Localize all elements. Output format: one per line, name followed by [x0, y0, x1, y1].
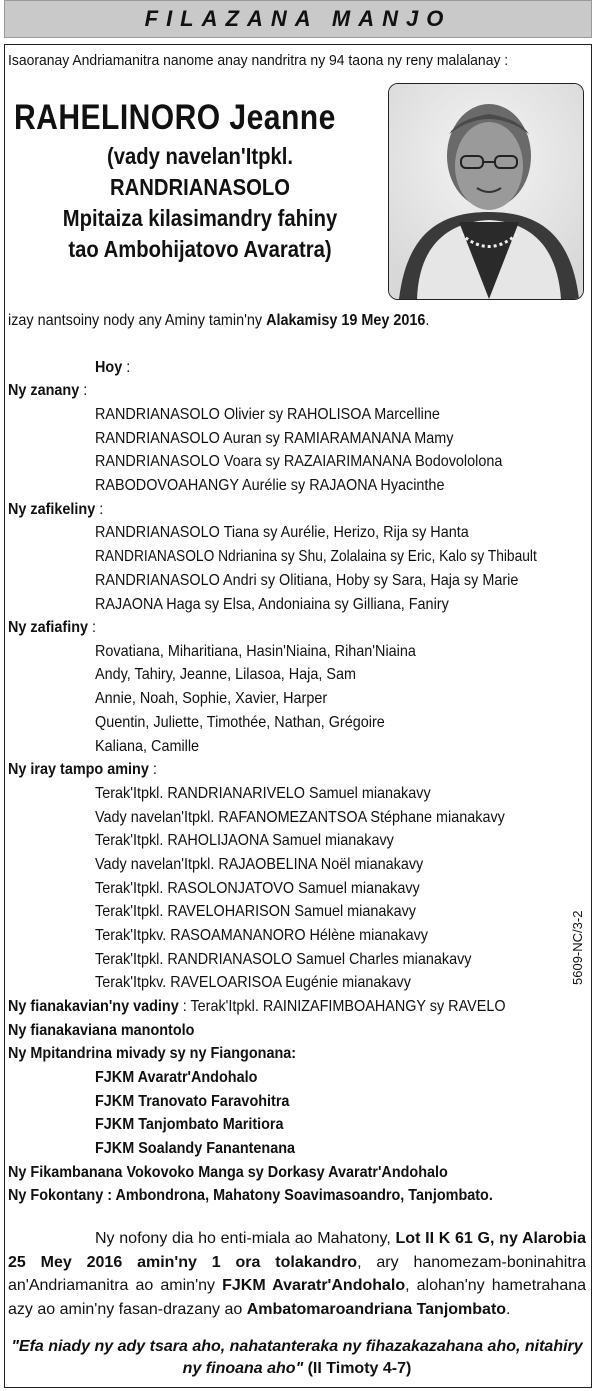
list-item: Andy, Tahiry, Jeanne, Lilasoa, Haja, Sam — [95, 666, 356, 683]
death-prefix: izay nantsoiny nody any Aminy tamin'ny — [8, 312, 267, 329]
intro-text: Isaoranay Andriamanitra nanome anay nandritra ny 94 taona ny reny malalanay : — [8, 52, 509, 69]
section-heading-great-grandchildren — [8, 619, 96, 637]
list-item: Terak'Itpkl. RAVELOHARISON Samuel mianakavy — [95, 903, 416, 920]
funeral-text: Ny nofony dia ho enti-miala ao Mahatony, — [95, 1230, 396, 1247]
section-colon: : — [148, 761, 157, 778]
church-item: FJKM Tanjombato Maritiora — [95, 1116, 284, 1133]
section-colon: : — [79, 382, 88, 399]
funeral-text: , alohan'ny hametrahana azy ao amin'ny fasan-drazany ao — [8, 1277, 587, 1318]
spouse-family-label: Ny fianakavian'ny vadiny — [8, 998, 179, 1015]
hoy-colon: : — [122, 359, 131, 376]
pastors-heading: Ny Mpitandrina mivady sy ny Fiangonana: — [8, 1045, 297, 1062]
deceased-line: RANDRIANASOLO — [110, 174, 290, 200]
list-item: RANDRIANASOLO Auran sy RAMIARAMANANA Mamy — [95, 430, 454, 447]
list-item: Terak'Itpkl. RASOLONJATOVO Samuel mianakavy — [95, 880, 420, 897]
deceased-line: Mpitaiza kilasimandry fahiny — [62, 205, 338, 231]
list-item: Terak'Itpkl. RAHOLIJAONA Samuel mianakavy — [95, 832, 394, 849]
section-label: Ny zanany — [8, 382, 80, 399]
portrait-image — [389, 84, 583, 299]
list-item: RANDRIANASOLO Andri sy Olitiana, Hoby sy Sara, Haja sy Marie — [95, 572, 519, 589]
list-item: Vady navelan'Itpkl. RAFANOMEZANTSOA Stéphane mianakavy — [95, 809, 505, 826]
funeral-text: , ary hanomezam-boninahitra an'Andriamanitra ao amin'ny — [8, 1253, 587, 1294]
section-heading-grandchildren — [8, 501, 103, 519]
death-announcement — [8, 312, 429, 330]
funeral-text: . — [506, 1300, 511, 1318]
list-item: Terak'Itpkl. RANDRIANASOLO Samuel Charles mianakavy — [95, 951, 472, 968]
deceased-name: RAHELINORO Jeanne — [14, 98, 336, 137]
list-item: Terak'Itpkv. RASOAMANANORO Hélène mianakavy — [95, 927, 428, 944]
section-label: Ny zafiafiny — [8, 619, 89, 636]
funeral-church: FJKM Avaratr'Andohalo — [222, 1277, 406, 1294]
list-item: RANDRIANASOLO Olivier sy RAHOLISOA Marcelline — [95, 406, 440, 423]
deceased-line: (vady navelan'Itpkl. — [107, 143, 293, 169]
association-line: Ny Fikambanana Vokovoko Manga sy Dorkasy Avaratr'Andohalo — [8, 1164, 448, 1181]
section-colon: : — [88, 619, 97, 636]
funeral-paragraph — [8, 1227, 586, 1321]
death-date: Alakamisy 19 Mey 2016 — [266, 312, 426, 329]
funeral-location-time: Lot II K 61 G, ny Alarobia 25 Mey 2016 amin'ny 1 ora tolakandro — [8, 1230, 586, 1271]
section-label: Ny iray tampo aminy — [8, 761, 149, 778]
funeral-tomb: Ambatomaroandriana Tanjombato — [246, 1300, 507, 1318]
church-item: FJKM Soalandy Fanantenana — [95, 1140, 296, 1157]
death-suffix: . — [425, 312, 430, 329]
hoy-label — [95, 359, 130, 377]
church-item: FJKM Avaratr'Andohalo — [95, 1069, 258, 1086]
quote-text: "Efa niady ny ady tsara aho, nahatanteraka ny fihazakazahana aho, nitahiry ny finoana aho" — [11, 1338, 583, 1377]
quote-reference: (II Timoty 4-7) — [303, 1360, 412, 1377]
list-item: RANDRIANASOLO Ndrianina sy Shu, Zolalaina sy Eric, Kalo sy Thibault — [95, 548, 537, 565]
section-heading-children — [8, 382, 87, 400]
church-item: FJKM Tranovato Faravohitra — [95, 1093, 290, 1110]
list-item: RANDRIANASOLO Voara sy RAZAIARIMANANA Bodovololona — [95, 453, 503, 470]
bible-quote — [8, 1336, 586, 1380]
section-heading-siblings — [8, 761, 157, 779]
list-item: RANDRIANASOLO Tiana sy Aurélie, Herizo, Rija sy Hanta — [95, 524, 469, 541]
list-item: Terak'Itpkl. RANDRIANARIVELO Samuel mianakavy — [95, 785, 431, 802]
list-item: Annie, Noah, Sophie, Xavier, Harper — [95, 690, 328, 707]
list-item: Terak'Itpkv. RAVELOARISOA Eugénie mianakavy — [95, 974, 411, 991]
header-banner — [4, 0, 592, 38]
hoy-word: Hoy — [95, 359, 123, 376]
list-item: Rovatiana, Miharitiana, Hasin'Niaina, Rihan'Niaina — [95, 643, 416, 660]
whole-family: Ny fianakaviana manontolo — [8, 1022, 195, 1039]
section-colon: : — [95, 501, 104, 518]
ad-reference: 5609-NC/3-2 — [570, 910, 585, 985]
list-item: Quentin, Juliette, Timothée, Nathan, Grégoire — [95, 714, 385, 731]
section-label: Ny zafikeliny — [8, 501, 96, 518]
spouse-family — [8, 998, 506, 1016]
list-item: RABODOVOAHANGY Aurélie sy RAJAONA Hyacinthe — [95, 477, 445, 494]
list-item: Kaliana, Camille — [95, 738, 200, 755]
list-item: RAJAONA Haga sy Elsa, Andoniaina sy Gilliana, Faniry — [95, 596, 449, 613]
spouse-family-text: : Terak'Itpkl. RAINIZAFIMBOAHANGY sy RAVELO — [178, 998, 506, 1015]
deceased-line: tao Ambohijatovo Avaratra) — [68, 236, 332, 262]
portrait-photo — [388, 83, 584, 300]
fokontany-line: Ny Fokontany : Ambondrona, Mahatony Soavimasoandro, Tanjombato. — [8, 1187, 493, 1204]
list-item: Vady navelan'Itpkl. RAJAOBELINA Noël mianakavy — [95, 856, 424, 873]
header-title: FILAZANA MANJO — [144, 6, 452, 31]
